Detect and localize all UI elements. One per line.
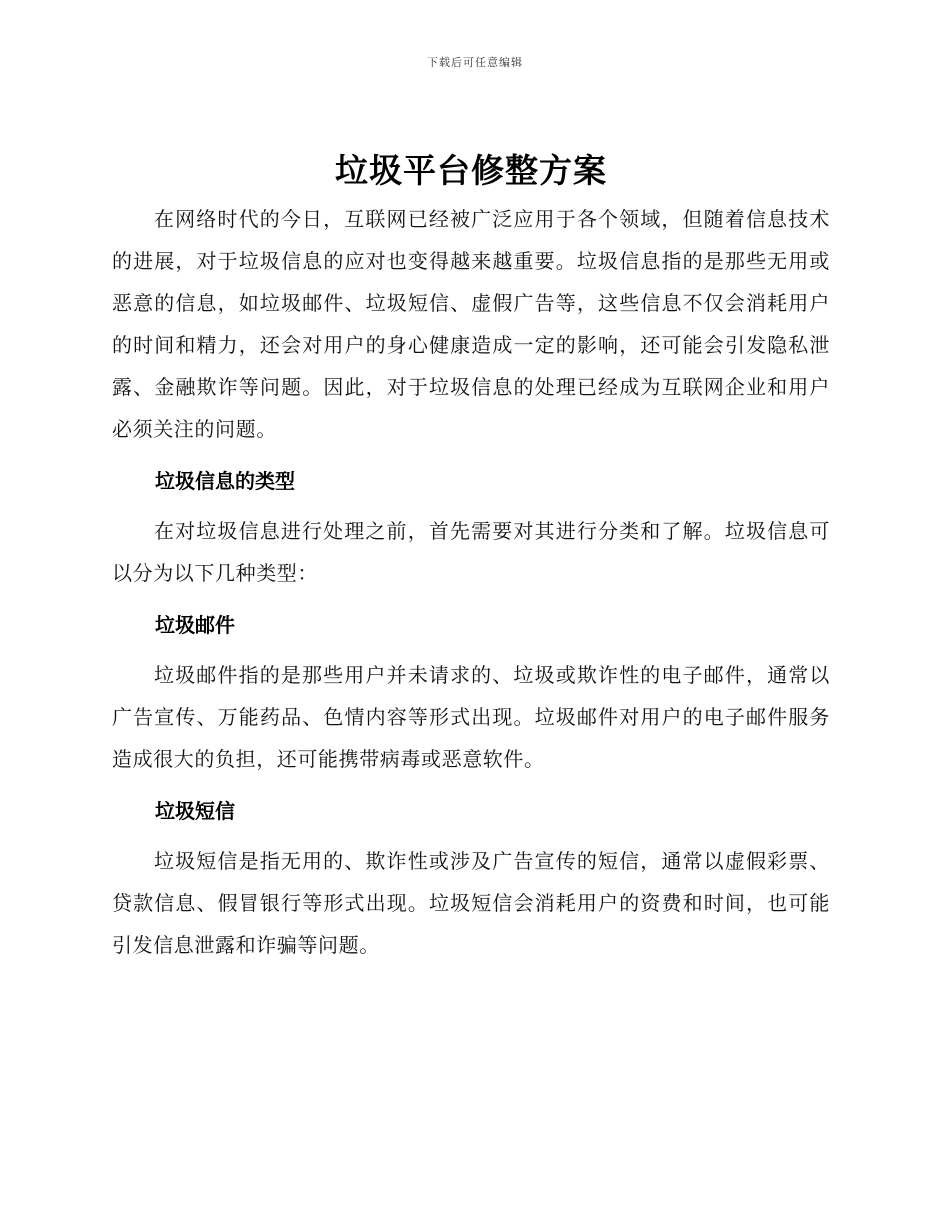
- section-heading-spam-types: 垃圾信息的类型: [155, 469, 295, 493]
- page-header-note: 下载后可任意编辑: [427, 56, 523, 69]
- section-paragraph-spam-email: 垃圾邮件指的是那些用户并未请求的、垃圾或欺诈性的电子邮件，通常以广告宣传、万能药品、色情内容等形式出现。垃圾邮件对用户的电子邮件服务造成很大的负担，还可能携带病毒或恶意软件。: [112, 663, 830, 771]
- intro-paragraph: 在网络时代的今日，互联网已经被广泛应用于各个领域，但随着信息技术的进展，对于垃圾信息的应对也变得越来越重要。垃圾信息指的是那些无用或恶意的信息，如垃圾邮件、垃圾短信、虚假广告等，这些信息不仅会消耗用户的时间和精力，还会对用户的身心健康造成一定的影响，还可能会引发隐私泄露、金融欺诈等问题。因此，对于垃圾信息的处理已经成为互联网企业和用户必须关注的问题。: [112, 207, 830, 441]
- section-paragraph-spam-types: 在对垃圾信息进行处理之前，首先需要对其进行分类和了解。垃圾信息可以分为以下几种类型：: [112, 519, 830, 585]
- section-paragraph-spam-sms: 垃圾短信是指无用的、欺诈性或涉及广告宣传的短信，通常以虚假彩票、贷款信息、假冒银行等形式出现。垃圾短信会消耗用户的资费和时间，也可能引发信息泄露和诈骗等问题。: [112, 849, 830, 957]
- document-body: [112, 148, 830, 966]
- document-title: 垃圾平台修整方案: [335, 151, 607, 190]
- section-heading-spam-sms: 垃圾短信: [155, 799, 235, 823]
- section-heading-spam-email: 垃圾邮件: [155, 613, 235, 637]
